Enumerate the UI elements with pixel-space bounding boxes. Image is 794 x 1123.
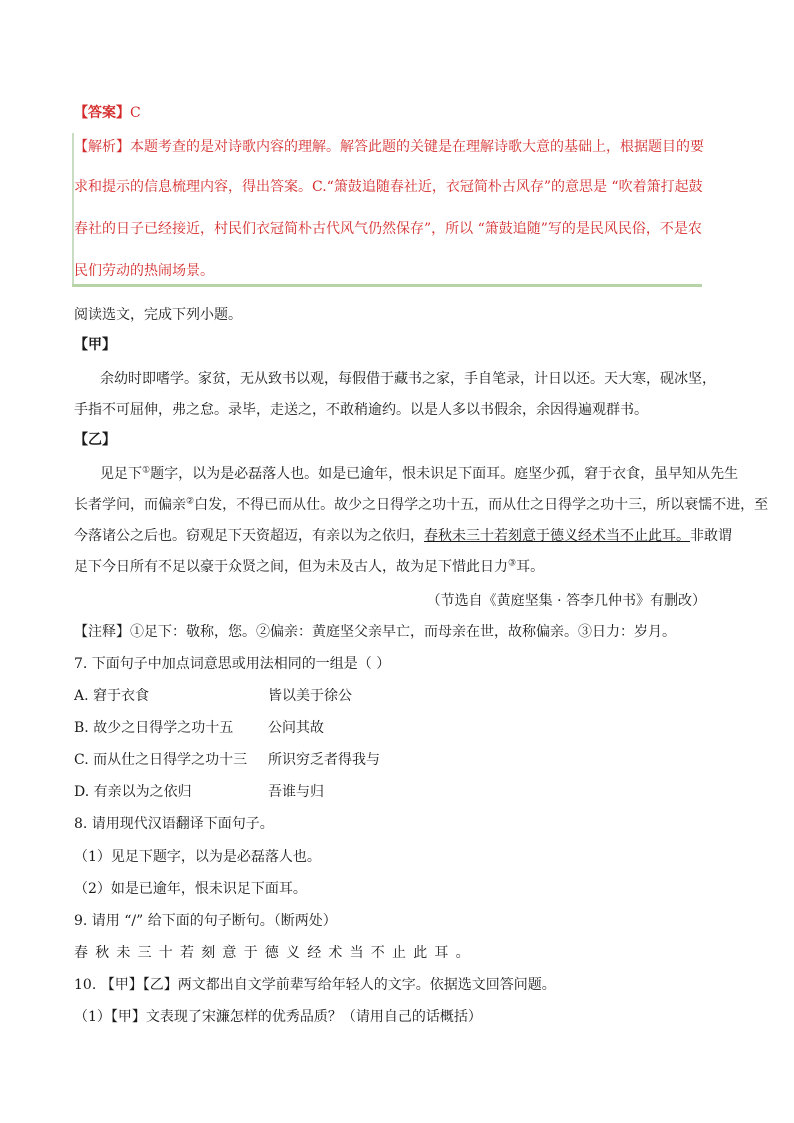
question-8-item: （1）见足下题字，以为是必磊落人也。 xyxy=(74,849,321,865)
yi-text: 耳。 xyxy=(516,559,545,575)
yi-line xyxy=(100,464,738,484)
footnote-marker: ③ xyxy=(508,558,517,569)
underlined-sentence: 春秋未三十若刻意于德义经术当不止此耳。 xyxy=(424,528,690,544)
option-letter: D. xyxy=(74,784,90,800)
option-b-right: 公问其故 xyxy=(268,720,324,736)
option-letter: C. xyxy=(74,752,89,768)
option-d-right: 吾谁与归 xyxy=(268,784,324,800)
option-a xyxy=(74,686,149,706)
yi-text: 题字，以为是必磊落人也。如是已逾年，恨未识足下面耳。庭坚少孤，窘于衣食，虽早知从先生 xyxy=(150,466,739,482)
jia-line: 余幼时即嗜学。家贫，无从致书以观，每假借于藏书之家，手自笔录，计日以还。天大寒，砚冰坚， xyxy=(100,371,716,387)
option-a-right: 皆以美于徐公 xyxy=(268,688,352,704)
analysis-line: 民们劳动的热闹场景。 xyxy=(74,263,214,279)
source-citation: （节选自《黄庭坚集 · 答李几仲书》有删改） xyxy=(426,593,706,609)
yi-line xyxy=(74,526,732,546)
analysis-divider xyxy=(72,284,702,287)
notes: 【注释】①足下：敬称，您。②偏亲：黄庭坚父亲早亡，而母亲在世，故称偏亲。③日力：岁月。 xyxy=(74,624,676,640)
jia-line: 手指不可屈伸，弗之怠。录毕，走送之，不敢稍逾约。以是人多以书假余，余因得遍观群书。 xyxy=(74,402,648,418)
question-10-item: （1）【甲】文表现了宋濂怎样的优秀品质？（请用自己的话概括） xyxy=(74,1009,482,1025)
option-left: 故少之日得学之功十五 xyxy=(93,720,234,736)
option-letter: A. xyxy=(74,688,89,704)
option-d xyxy=(74,782,192,802)
section-label-yi: 【乙】 xyxy=(74,432,116,448)
option-left: 而从仕之日得学之功十三 xyxy=(93,752,248,768)
yi-text: 非敢谓 xyxy=(690,528,732,544)
question-9-sentence: 春秋未三十若刻意于德义经术当不止此耳。 xyxy=(74,945,477,961)
answer-tag: 【答案】 xyxy=(74,105,130,121)
option-left: 窘于衣食 xyxy=(93,688,150,704)
yi-line xyxy=(74,557,544,577)
yi-line xyxy=(74,495,768,515)
question-10-stem: 10. 【甲】【乙】两文都出自文学前辈写给年轻人的文字。依据选文回答问题。 xyxy=(74,977,556,993)
option-c-right: 所识穷乏者得我与 xyxy=(268,752,380,768)
instruction: 阅读选文，完成下列小题。 xyxy=(74,307,242,323)
option-b xyxy=(74,718,233,738)
analysis-line: 春社的日子已经接近，村民们衣冠简朴古代风气仍然保存”，所以 “箫鼓追随”写的是民风民俗，不是农 xyxy=(74,221,702,237)
option-letter: B. xyxy=(74,720,89,736)
question-7-stem: 7. 下面句子中加点词意思或用法相同的一组是（ ） xyxy=(74,656,391,672)
answer-line xyxy=(74,103,141,123)
question-9-stem: 9. 请用 “/” 给下面的句子断句。（断两处） xyxy=(74,913,337,929)
question-8-stem: 8. 请用现代汉语翻译下面句子。 xyxy=(74,816,274,832)
yi-text: 今落诸公之后也。窃观足下天资超迈，有亲以为之依归， xyxy=(74,528,424,544)
footnote-marker: ② xyxy=(186,496,195,507)
option-left: 有亲以为之依归 xyxy=(93,784,192,800)
question-8-item: （2）如是已逾年，恨未识足下面耳。 xyxy=(74,881,307,897)
section-label-jia: 【甲】 xyxy=(74,337,116,353)
yi-text: 足下今日所有不足以豪于众贤之间，但为未及古人，故为足下惜此日力 xyxy=(74,559,508,575)
option-c xyxy=(74,750,247,770)
answer-value: C xyxy=(130,105,141,121)
footnote-marker: ① xyxy=(142,465,151,476)
yi-text: 长者学问，而偏亲 xyxy=(74,497,186,513)
analysis-line: 求和提示的信息梳理内容，得出答案。C.“箫鼓追随春社近，衣冠简朴古风存”的意思是 “吹着箫打起鼓 xyxy=(74,179,703,195)
analysis-line: 【解析】本题考查的是对诗歌内容的理解。解答此题的关键是在理解诗歌大意的基础上，根据题目的要 xyxy=(74,139,704,155)
yi-text: 见足下 xyxy=(100,466,142,482)
yi-text: 白发，不得已而从仕。故少之日得学之功十五，而从仕之日得学之功十三，所以衰懦不进，至 xyxy=(194,497,769,513)
